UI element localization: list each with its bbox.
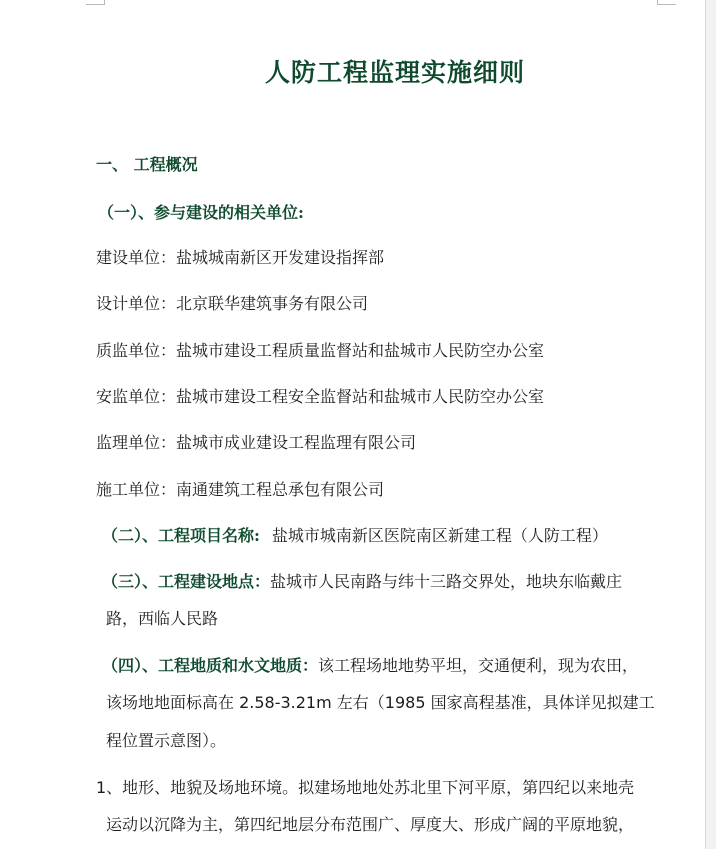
margin-mark-top-left (86, 0, 105, 5)
page-edge (705, 0, 716, 849)
location-label: （三）、工程建设地点： (102, 572, 271, 591)
margin-mark-top-right (657, 0, 676, 5)
unit-line-designer: 设计单位：北京联华建筑事务有限公司 (96, 294, 369, 313)
unit-line-safety: 安监单位：盐城市建设工程安全监督站和盐城市人民防空办公室 (96, 387, 545, 406)
section-heading-overview: 一、 工程概况 (96, 155, 198, 174)
location-value-line2: 路，西临人民路 (106, 609, 219, 628)
unit-line-owner: 建设单位：盐城城南新区开发建设指挥部 (96, 248, 385, 267)
unit-line-supervisor: 监理单位：盐城市成业建设工程监理有限公司 (96, 433, 417, 452)
geology-label: （四）、工程地质和水文地质： (102, 656, 319, 675)
terrain-line2: 运动以沉降为主，第四纪地层分布范围广、厚度大、形成广阔的平原地貌， (106, 815, 635, 834)
geology-value-line2: 该场地地面标高在 2.58-3.21m 左右（1985 国家高程基准，具体详见拟建工 (106, 693, 655, 712)
project-name-value: 盐城市城南新区医院南区新建工程（人防工程） (271, 526, 608, 545)
terrain-line1: 1、地形、地貌及场地环境。拟建场地地处苏北里下河平原，第四纪以来地壳 (96, 778, 635, 797)
document-title: 人防工程监理实施细则 (264, 58, 525, 87)
geology-paragraph (102, 653, 638, 676)
location-paragraph (102, 569, 622, 592)
unit-line-contractor: 施工单位：南通建筑工程总承包有限公司 (96, 480, 385, 499)
unit-line-quality: 质监单位：盐城市建设工程质量监督站和盐城市人民防空办公室 (96, 341, 545, 360)
project-name-paragraph (102, 523, 608, 546)
geology-value-line1: 该工程场地地势平坦，交通便利，现为农田， (318, 656, 639, 675)
geology-value-line3: 程位置示意图）。 (106, 731, 227, 750)
project-name-label: （二）、工程项目名称: (102, 526, 260, 545)
location-value-line1: 盐城市人民南路与纬十三路交界处，地块东临戴庄 (270, 572, 623, 591)
subheading-participants: （一）、参与建设的相关单位: (98, 203, 304, 222)
